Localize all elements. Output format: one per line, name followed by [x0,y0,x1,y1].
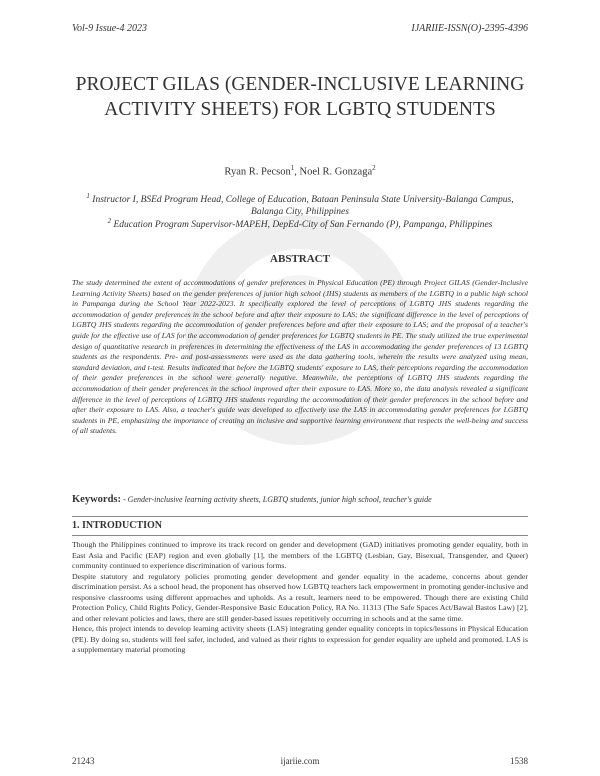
body-paragraph: Hence, this project intends to develop learning activity sheets (LAS) integrating gender equality concepts in topics/lessons in Physical Education (PE). By doing so, students will feel safer, included, and valued as their rights to expression for gender equality are upheld and promoted. LAS is a supplementary material promoting [72,624,528,654]
body-paragraph: Though the Philippines continued to improve its track record on gender and development (GAD) initiatives promoting gender equality, both in East Asia and Pacific (EAP) region and even globally [1], the members of the LGBTQ (Lesbian, Gay, Bisexual, Transgender, and Queer) community continued to experience discrimination of various forms. [72,540,528,570]
footer-paper-id: 21243 [72,756,95,766]
paper-title: PROJECT GILAS (GENDER-INCLUSIVE LEARNING ACTIVITY SHEETS) FOR LGBTQ STUDENTS [75,74,525,120]
affiliation-2 [80,215,520,231]
author-name: Ryan R. Pecson [224,166,291,178]
affiliation-1 [80,190,520,218]
section-heading: 1. INTRODUCTION [72,520,163,531]
affiliation-number: 2 [107,217,112,225]
author-affiliation-mark: 2 [372,164,376,172]
author-affiliation-mark: 1 [290,164,295,172]
keywords-label: Keywords: [72,494,121,505]
body-paragraph: Despite statutory and regulatory policies promoting gender development and gender equality in the academe, concerns about gender discrimination persist. As a school head, the proponent has observed how LGBTQ teachers lack empowerment in promoting gender-inclusive and responsive classrooms using different approaches and upholds. As a result, learners need to be empowered. Though there are existing Child Protection Policy, Child Rights Policy, Gender-Responsive Basic Education Policy, RA No. 11313 (The Safe Spaces Act/Bawal Bastos Law) [2], and other relevant policies and laws, there are still gender-based issues repetitively occurring in schools and at the same time. [72,571,528,623]
affiliation-number: 1 [86,192,90,200]
affiliation-text: Instructor I, BSEd Program Head, College of Education, Bataan Peninsula State University-Balanga Campus, Balanga City, Philippines [92,195,514,218]
header-issn: IJARIIE-ISSN(O)-2395-4396 [411,23,528,34]
footer-website-link[interactable]: ijariie.com [280,756,320,766]
section-bottom-rule [72,535,528,536]
author-line [0,164,600,178]
footer-page-number: 1538 [510,756,528,766]
affiliation-text: Education Program Supervisor-MAPEH, DepEd-City of San Fernando (P), Pampanga, Philippines [113,220,493,231]
section-top-rule [72,516,528,517]
abstract-heading: ABSTRACT [270,253,330,265]
keywords-text: - Gender-inclusive learning activity sheets, LGBTQ students, junior high school, teacher's guide [121,495,432,504]
author-separator: , [294,166,300,178]
introduction-body [72,540,528,656]
keywords-line [72,494,528,505]
abstract-text: The study determined the extent of accommodations of gender preferences in Physical Education (PE) through Project GILAS (Gender-Inclusive Learning Activity Sheets) based on the gender preferences of junior high school (JHS) students as members of the LGBTQ in a public high school in Pampanga during the School Year 2022-2023. It specifically explored the level of perceptions of LGBTQ JHS students regarding the accommodation of gender preferences in the school before and after their exposure to LAS; the significant difference in the level of perceptions of LGBTQ JHS students regarding the accommodation of gender preferences before and after their exposure to LAS; and the proposal of a teacher's guide for the effective use of LAS for the accommodation of gender preferences for LGBTQ students in PE. The study utilized the true experimental design of quantitative research in preferences in determining the effectiveness of the LAS in accommodating the gender preferences of 13 LGBTQ students as the respondents. Pre- and post-assessments were used as the data gathering tools, wherein the results were analyzed using mean, standard deviation, and t-test. Results indicated that before the LGBTQ students' exposure to LAS, their perceptions regarding the accommodation of their gender preferences in the school were generally negative. Meanwhile, the perceptions of LGBTQ JHS students regarding the accommodation of their gender preferences in the school improved after their exposure to LAS. More so, the data analysis revealed a significant difference in the level of perceptions of LGBTQ JHS students regarding the accommodation of their gender preferences in the school before and after their exposure to LAS. Also, a teacher's guide was developed to effectively use the LAS in accommodating gender preferences for LGBTQ students in PE, emphasizing the importance of creating an inclusive and supportive learning environment that respects the well-being and success of all students. [72,278,528,436]
author-name: Noel R. Gonzaga [299,166,373,178]
header-volume: Vol-9 Issue-4 2023 [72,23,147,34]
